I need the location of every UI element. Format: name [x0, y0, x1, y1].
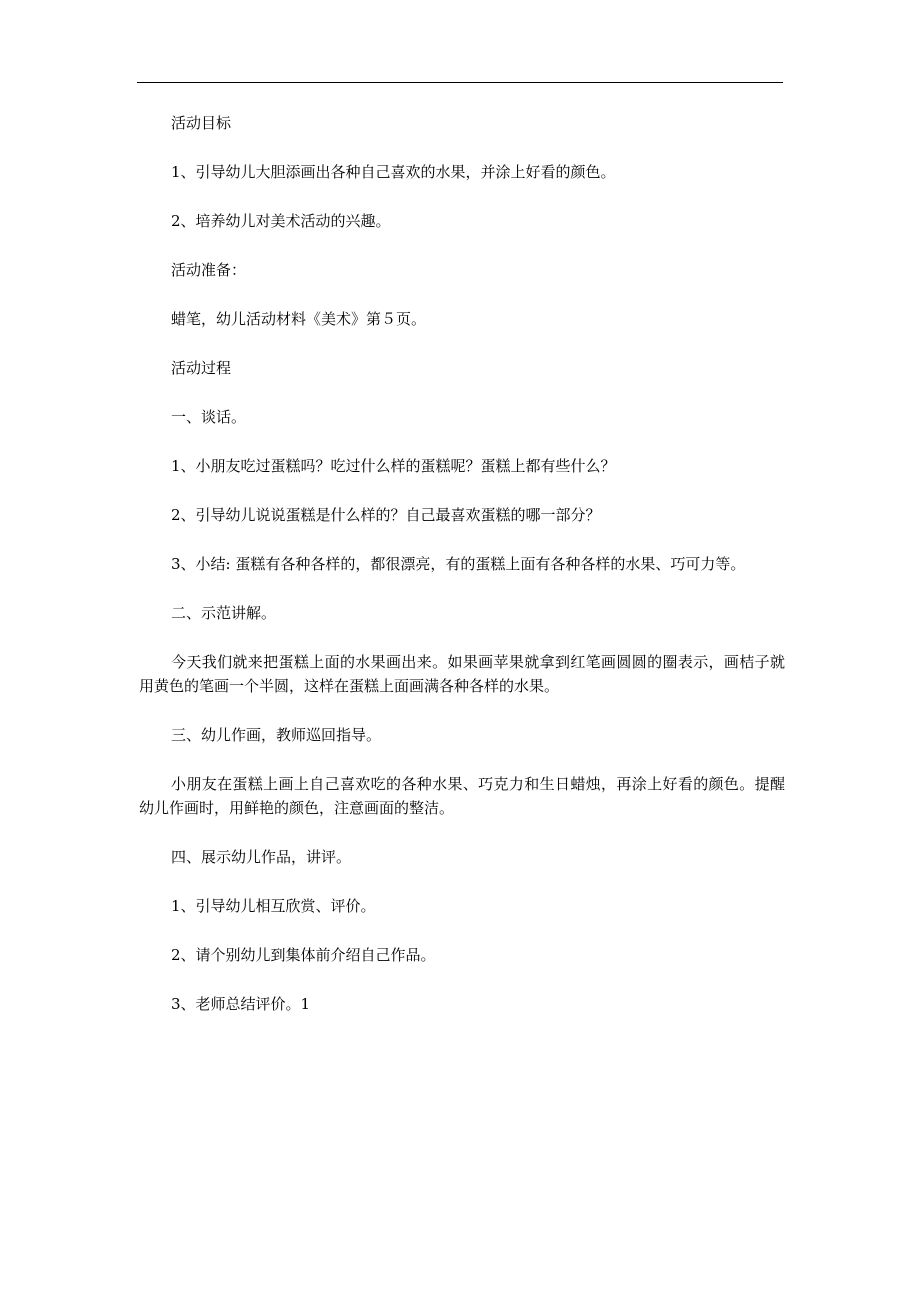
step-4-item-2: 2、请个别幼儿到集体前介绍自己作品。 [171, 946, 436, 964]
goal-item-1: 1、引导幼儿大胆添画出各种自己喜欢的水果，并涂上好看的颜色。 [171, 163, 616, 181]
step-3-title: 三、幼儿作画，教师巡回指导。 [171, 726, 382, 744]
header-divider [137, 82, 783, 83]
step-4-item-1: 1、引导幼儿相互欣赏、评价。 [171, 897, 376, 915]
step-4-item-3: 3、老师总结评价。1 [171, 995, 311, 1013]
preparation-text: 蜡笔，幼儿活动材料《美术》第５页。 [171, 310, 427, 328]
heading-activity-preparation: 活动准备： [171, 261, 247, 279]
step-1-item-2: 2、引导幼儿说说蛋糕是什么样的？自己最喜欢蛋糕的哪一部分？ [171, 506, 601, 524]
goal-item-2: 2、培养幼儿对美术活动的兴趣。 [171, 212, 391, 230]
step-2-paragraph: 今天我们就来把蛋糕上面的水果画出来。如果画苹果就拿到红笔画圆圆的圈表示，画桔子就用黄色的笔画一个半圆，这样在蛋糕上面画满各种各样的水果。 [139, 653, 785, 695]
heading-activity-process: 活动过程 [171, 359, 232, 377]
heading-activity-goal: 活动目标 [171, 114, 232, 132]
step-2-title: 二、示范讲解。 [171, 604, 277, 622]
step-1-title: 一、谈话。 [171, 408, 247, 426]
step-1-item-3: 3、小结: 蛋糕有各种各样的，都很漂亮，有的蛋糕上面有各种各样的水果、巧可力等。 [171, 555, 746, 573]
step-4-title: 四、展示幼儿作品，讲评。 [171, 848, 352, 866]
document-body [139, 111, 785, 1016]
step-3-paragraph: 小朋友在蛋糕上画上自己喜欢吃的各种水果、巧克力和生日蜡烛，再涂上好看的颜色。提醒幼儿作画时，用鲜艳的颜色，注意画面的整洁。 [139, 775, 785, 817]
step-1-item-1: 1、小朋友吃过蛋糕吗？吃过什么样的蛋糕呢？蛋糕上都有些什么？ [171, 457, 616, 475]
